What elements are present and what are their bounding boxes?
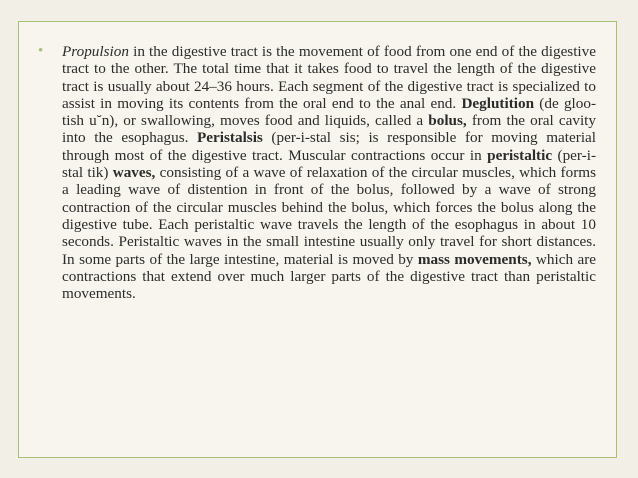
term-propulsion: Propulsion	[62, 43, 129, 60]
term-peristaltic: peristaltic	[487, 146, 553, 164]
term-bolus: bolus,	[428, 112, 467, 130]
text-segment: in the digestive tract is the movement of food from one end of the digestive tract to the other. The total time that it takes food to travel the length of the digestive tract is usually about 24–36 hours. Each segment of the digestive tract is specialized to assist in moving its contents from the oral end to the anal end.	[62, 43, 596, 112]
text-segment: (de gloo-tish u˘n), or swallowing, moves food and liquids, called a	[62, 94, 596, 130]
term-waves: waves,	[112, 164, 156, 182]
text-segment: (per-i-stal sis; is responsible for moving material through most of the digestive tract. Muscular contractions occur in	[62, 129, 596, 164]
term-peristalsis: Peristalsis	[197, 129, 263, 147]
slide-content	[38, 43, 596, 302]
term-mass-movements: mass movements,	[417, 250, 532, 268]
bullet-item	[38, 43, 596, 302]
term-deglutition: Deglutition	[461, 94, 535, 112]
text-segment: from the oral cavity into the esophagus.	[62, 112, 596, 147]
text-segment: which are contractions that extend over much larger parts of the digestive tract than peristaltic movements.	[62, 250, 596, 303]
text-segment: consisting of a wave of relaxation of the circular muscles, which forms a leading wave of distention in front of the bolus, followed by a wave of strong contraction of the circular muscles behind the bolus, which forces the bolus along the digestive tube. Each peristaltic wave travels the length of the esophagus in about 10 seconds. Peristaltic waves in the small intestine usually only travel for short distances. In some parts of the large intestine, material is moved by	[62, 164, 596, 268]
bullet-glyph: •	[38, 43, 44, 59]
bullet-paragraph	[62, 43, 596, 302]
text-segment: (per-i-stal tik)	[62, 146, 596, 182]
